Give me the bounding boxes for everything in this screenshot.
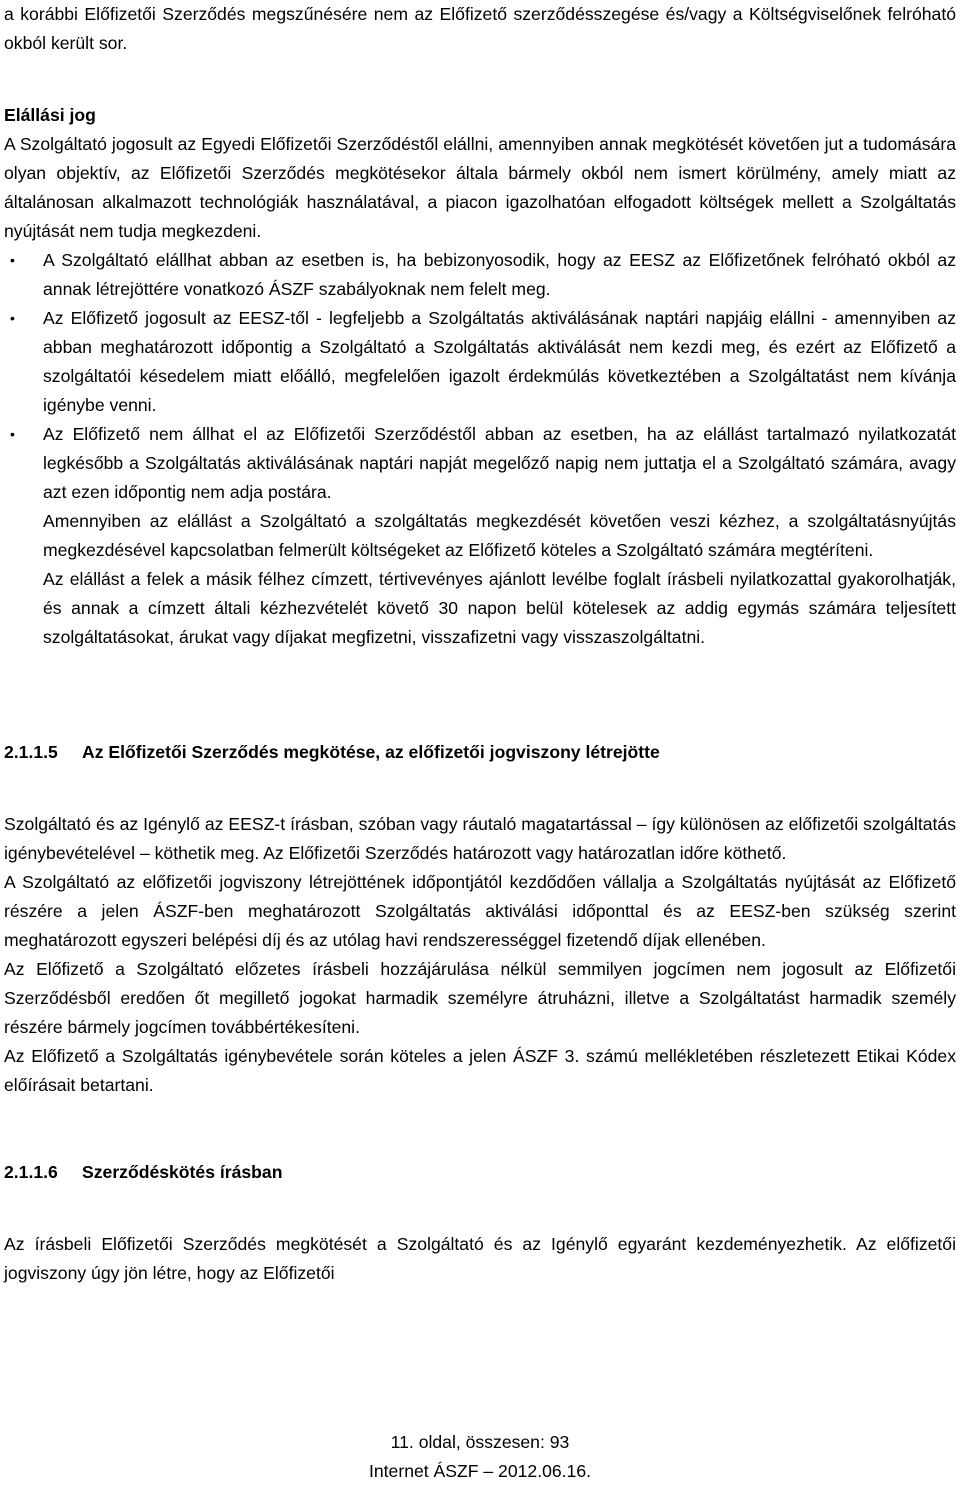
body-paragraph: A Szolgáltató az előfizetői jogviszony létrejöttének időpontjától kezdődően vállalja a Szolgáltatás nyújtását az Előfizető részére a jelen ÁSZF-ben meghatározott Szolgáltatás aktiválási időponttal és az EESZ-ben szükség szerint meghatározott egyszeri belépési díj és az utólag havi rendszerességgel fizetendő díjak ellenében. [4, 872, 956, 950]
intro-paragraph: a korábbi Előfizetői Szerződés megszűnésére nem az Előfizető szerződésszegése és/vagy a Költségviselőnek felróható okból került sor. [4, 4, 956, 53]
bullet-icon: • [10, 252, 15, 268]
spacer [4, 767, 956, 810]
section-heading-2-1-1-5 [4, 738, 956, 767]
bullet-text: A Szolgáltató elállhat abban az esetben is, ha bebizonyosodik, hogy az EESZ az Előfizetőnek felróható okból az annak létrejöttére vonatkozó ÁSZF szabályoknak nem felelt meg. [43, 250, 956, 299]
body-paragraph: Az írásbeli Előfizetői Szerződés megkötését a Szolgáltató és az Igénylő egyaránt kezdeményezhetik. Az előfizetői jogviszony úgy jön létre, hogy az Előfizetői [4, 1234, 956, 1283]
list-item [4, 420, 956, 507]
spacer [4, 652, 956, 738]
indented-paragraph: Az elállást a felek a másik félhez címzett, tértivevényes ajánlott levélbe foglalt írásbeli nyilatkozattal gyakorolhatják, és annak a címzett általi kézhezvételét követő 30 napon belül kötelesek az addig egymás számára teljesített szolgáltatásokat, árukat vagy díjakat megfizetni, visszafizetni vagy visszaszolgáltatni. [43, 569, 956, 647]
footer-doc-info: Internet ÁSZF – 2012.06.16. [368, 1461, 592, 1481]
body-paragraph: Szolgáltató és az Igénylő az EESZ-t írásban, szóban vagy ráutaló magatartással – így különösen az előfizetői szolgáltatás igénybevételével – köthetik meg. Az Előfizetői Szerződés határozott vagy határozatlan időre köthető. [4, 814, 956, 863]
bullet-list [4, 246, 956, 507]
footer-page-info: 11. oldal, összesen: 93 [390, 1432, 570, 1452]
body-paragraph: Az Előfizető a Szolgáltatás igénybevétele során köteles a jelen ÁSZF 3. számú mellékletében részletezett Etikai Kódex előírásait betartani. [4, 1046, 956, 1095]
section-heading-2-1-1-6 [4, 1158, 956, 1187]
section-number: 2.1.1.5 [4, 742, 58, 762]
withdraw-heading: Elállási jog [4, 105, 96, 125]
section-title: Szerződéskötés írásban [82, 1162, 283, 1182]
section-title: Az Előfizetői Szerződés megkötése, az előfizetői jogviszony létrejötte [82, 742, 660, 762]
indented-block [4, 507, 956, 652]
list-item [4, 246, 956, 304]
spacer [4, 1187, 956, 1230]
bullet-text: Az Előfizető jogosult az EESZ-től - legfeljebb a Szolgáltatás aktiválásának naptári napjáig elállni - amennyiben az abban meghatározott időpontig a Szolgáltató a Szolgáltatás aktiválását nem kezdi meg, és ezért az Előfizető a szolgáltatói késedelem miatt előálló, megfelelően igazolt érdekmúlás következtében a Szolgáltatást nem kívánja igénybe venni. [43, 308, 956, 415]
bullet-text: Az Előfizető nem állhat el az Előfizetői Szerződéstől abban az esetben, ha az elállást tartalmazó nyilatkozatát legkésőbb a Szolgáltatás aktiválásának naptári napját megelőző napig nem juttatja el a Szolgáltató számára, avagy azt ezen időpontig nem adja postára. [43, 424, 956, 502]
spacer [4, 1100, 956, 1158]
list-item [4, 304, 956, 420]
document-page [4, 0, 956, 1288]
indented-paragraph: Amennyiben az elállást a Szolgáltató a szolgáltatás megkezdését követően veszi kézhez, a szolgáltatásnyújtás megkezdésével kapcsolatban felmerült költségeket az Előfizető köteles a Szolgáltató számára megtéríteni. [43, 511, 956, 560]
spacer [4, 58, 956, 101]
body-paragraph: Az Előfizető a Szolgáltató előzetes írásbeli hozzájárulása nélkül semmilyen jogcímen nem jogosult az Előfizetői Szerződésből eredően őt megillető jogokat harmadik személyre átruházni, illetve a Szolgáltatást harmadik személy részére bármely jogcímen továbbértékesíteni. [4, 959, 956, 1037]
withdraw-paragraph: A Szolgáltató jogosult az Egyedi Előfizetői Szerződéstől elállni, amennyiben annak megkötését követően jut a tudomására olyan objektív, az Előfizetői Szerződés megkötésekor általa bármely okból nem ismert körülmény, amely miatt az általánosan alkalmazott technológiák használatával, a piacon igazolhatóan elfogadott költségek mellett a Szolgáltatás nyújtását nem tudja megkezdeni. [4, 134, 956, 241]
bullet-icon: • [10, 310, 15, 326]
bullet-icon: • [10, 426, 15, 442]
section-number: 2.1.1.6 [4, 1162, 58, 1182]
